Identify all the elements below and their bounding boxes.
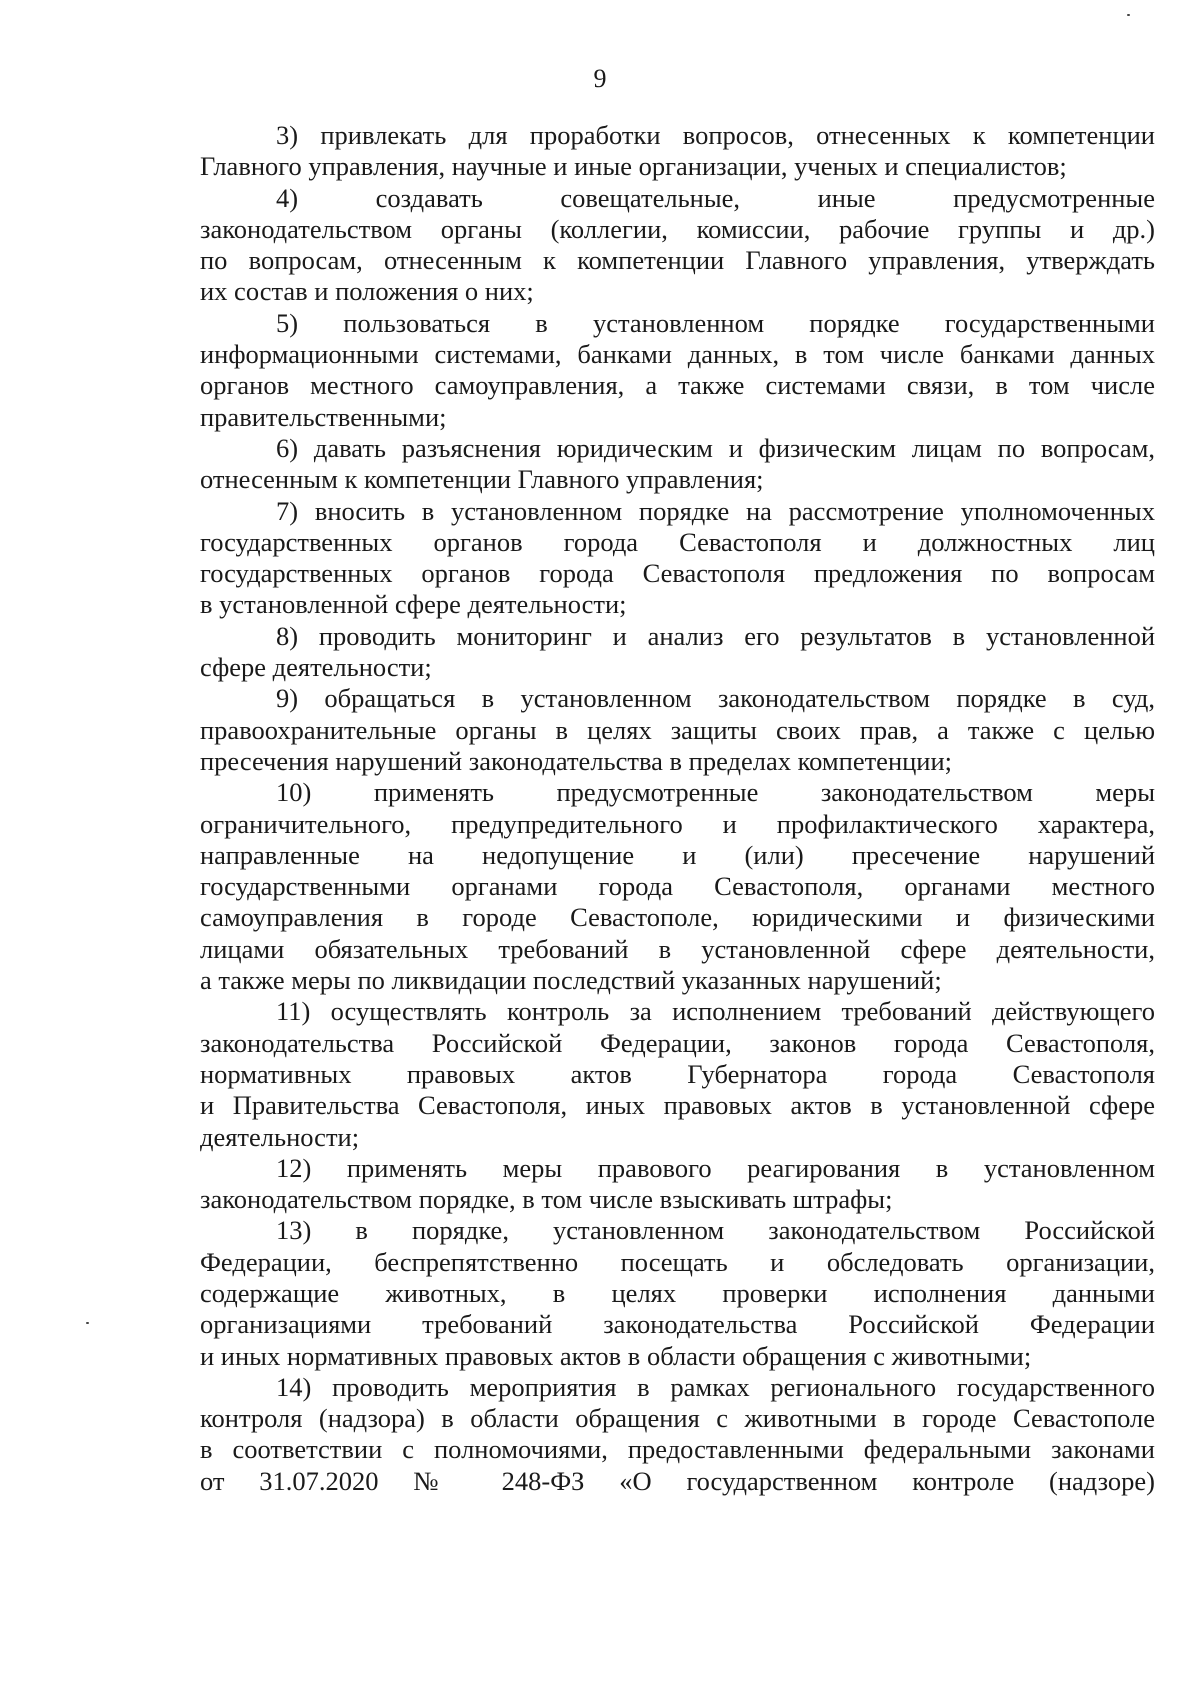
paragraph [200, 120, 1155, 183]
text-line: 9) обращаться в установленном законодательством порядке в суд, [276, 683, 1155, 714]
text-line: законодательства Российской Федерации, законов города Севастополя, [200, 1027, 1155, 1058]
text-line: нормативных правовых актов Губернатора города Севастополя [200, 1058, 1155, 1089]
text-line: пресечения нарушений законодательства в пределах компетенции; [200, 745, 953, 776]
text-line: сфере деятельности; [200, 652, 432, 683]
text-line: 5) пользоваться в установленном порядке государственными [276, 307, 1155, 338]
text-line: в соответствии с полномочиями, предоставленными федеральными законами [200, 1434, 1155, 1465]
text-line: 12) применять меры правового реагирования в установленном [276, 1152, 1155, 1183]
paragraph [200, 183, 1155, 308]
paragraph [200, 1372, 1155, 1497]
paragraph [200, 433, 1155, 496]
paragraph [200, 621, 1155, 684]
text-line: в установленной сфере деятельности; [200, 589, 627, 620]
paragraph [200, 1153, 1155, 1216]
text-line: 6) давать разъяснения юридическим и физическим лицам по вопросам, [276, 432, 1155, 463]
text-line: направленные на недопущение и (или) пресечение нарушений [200, 839, 1155, 870]
text-line: 14) проводить мероприятия в рамках регионального государственного [276, 1371, 1155, 1402]
text-line: Главного управления, научные и иные организации, ученых и специалистов; [200, 151, 1067, 182]
text-line: Федерации, беспрепятственно посещать и обследовать организации, [200, 1246, 1155, 1277]
text-line: 8) проводить мониторинг и анализ его результатов в установленной [276, 620, 1155, 651]
text-line: от 31.07.2020 № 248-ФЗ «О государственном контроле (надзоре) [200, 1465, 1155, 1496]
text-line: самоуправления в городе Севастополе, юридическими и физическими [200, 902, 1155, 933]
text-line: и иных нормативных правовых актов в области обращения с животными; [200, 1340, 1032, 1371]
text-line: по вопросам, отнесенным к компетенции Главного управления, утверждать [200, 245, 1155, 276]
scan-speck [86, 1322, 89, 1324]
text-line: их состав и положения о них; [200, 276, 534, 307]
text-line: правительственными; [200, 401, 447, 432]
text-line: 4) создавать совещательные, иные предусмотренные [276, 182, 1155, 213]
text-line: контроля (надзора) в области обращения с животными в городе Севастополе [200, 1403, 1155, 1434]
document-body [200, 120, 1155, 1497]
paragraph [200, 777, 1155, 996]
paragraph [200, 308, 1155, 433]
text-line: отнесенным к компетенции Главного управления; [200, 464, 764, 495]
text-line: правоохранительные органы в целях защиты своих прав, а также с целью [200, 714, 1155, 745]
text-line: а также меры по ликвидации последствий указанных нарушений; [200, 965, 942, 996]
text-line: 10) применять предусмотренные законодательством меры [276, 777, 1155, 808]
text-line: государственных органов города Севастополя предложения по вопросам [200, 558, 1155, 589]
page-number: 9 [593, 64, 607, 93]
paragraph [200, 996, 1155, 1152]
paragraph [200, 496, 1155, 621]
paragraph [200, 1215, 1155, 1371]
text-line: органов местного самоуправления, а также системами связи, в том числе [200, 370, 1155, 401]
text-line: законодательством порядке, в том числе взыскивать штрафы; [200, 1184, 893, 1215]
text-line: законодательством органы (коллегии, комиссии, рабочие группы и др.) [200, 213, 1155, 244]
text-line: государственных органов города Севастополя и должностных лиц [200, 526, 1155, 557]
text-line: ограничительного, предупредительного и профилактического характера, [200, 808, 1155, 839]
text-line: лицами обязательных требований в установленной сфере деятельности, [200, 933, 1155, 964]
text-line: государственными органами города Севастополя, органами местного [200, 871, 1155, 902]
text-line: деятельности; [200, 1121, 360, 1152]
text-line: 3) привлекать для проработки вопросов, отнесенных к компетенции [276, 120, 1155, 150]
text-line: 11) осуществлять контроль за исполнением требований действующего [276, 996, 1155, 1027]
text-line: 7) вносить в установленном порядке на рассмотрение уполномоченных [276, 495, 1155, 526]
text-line: организациями требований законодательства Российской Федерации [200, 1309, 1155, 1340]
text-line: и Правительства Севастополя, иных правовых актов в установленной сфере [200, 1090, 1155, 1121]
text-line: содержащие животных, в целях проверки исполнения данными [200, 1277, 1155, 1308]
scan-speck [1127, 14, 1130, 16]
text-line: 13) в порядке, установленном законодательством Российской [276, 1215, 1155, 1246]
text-line: информационными системами, банками данных, в том числе банками данных [200, 339, 1155, 370]
paragraph [200, 683, 1155, 777]
